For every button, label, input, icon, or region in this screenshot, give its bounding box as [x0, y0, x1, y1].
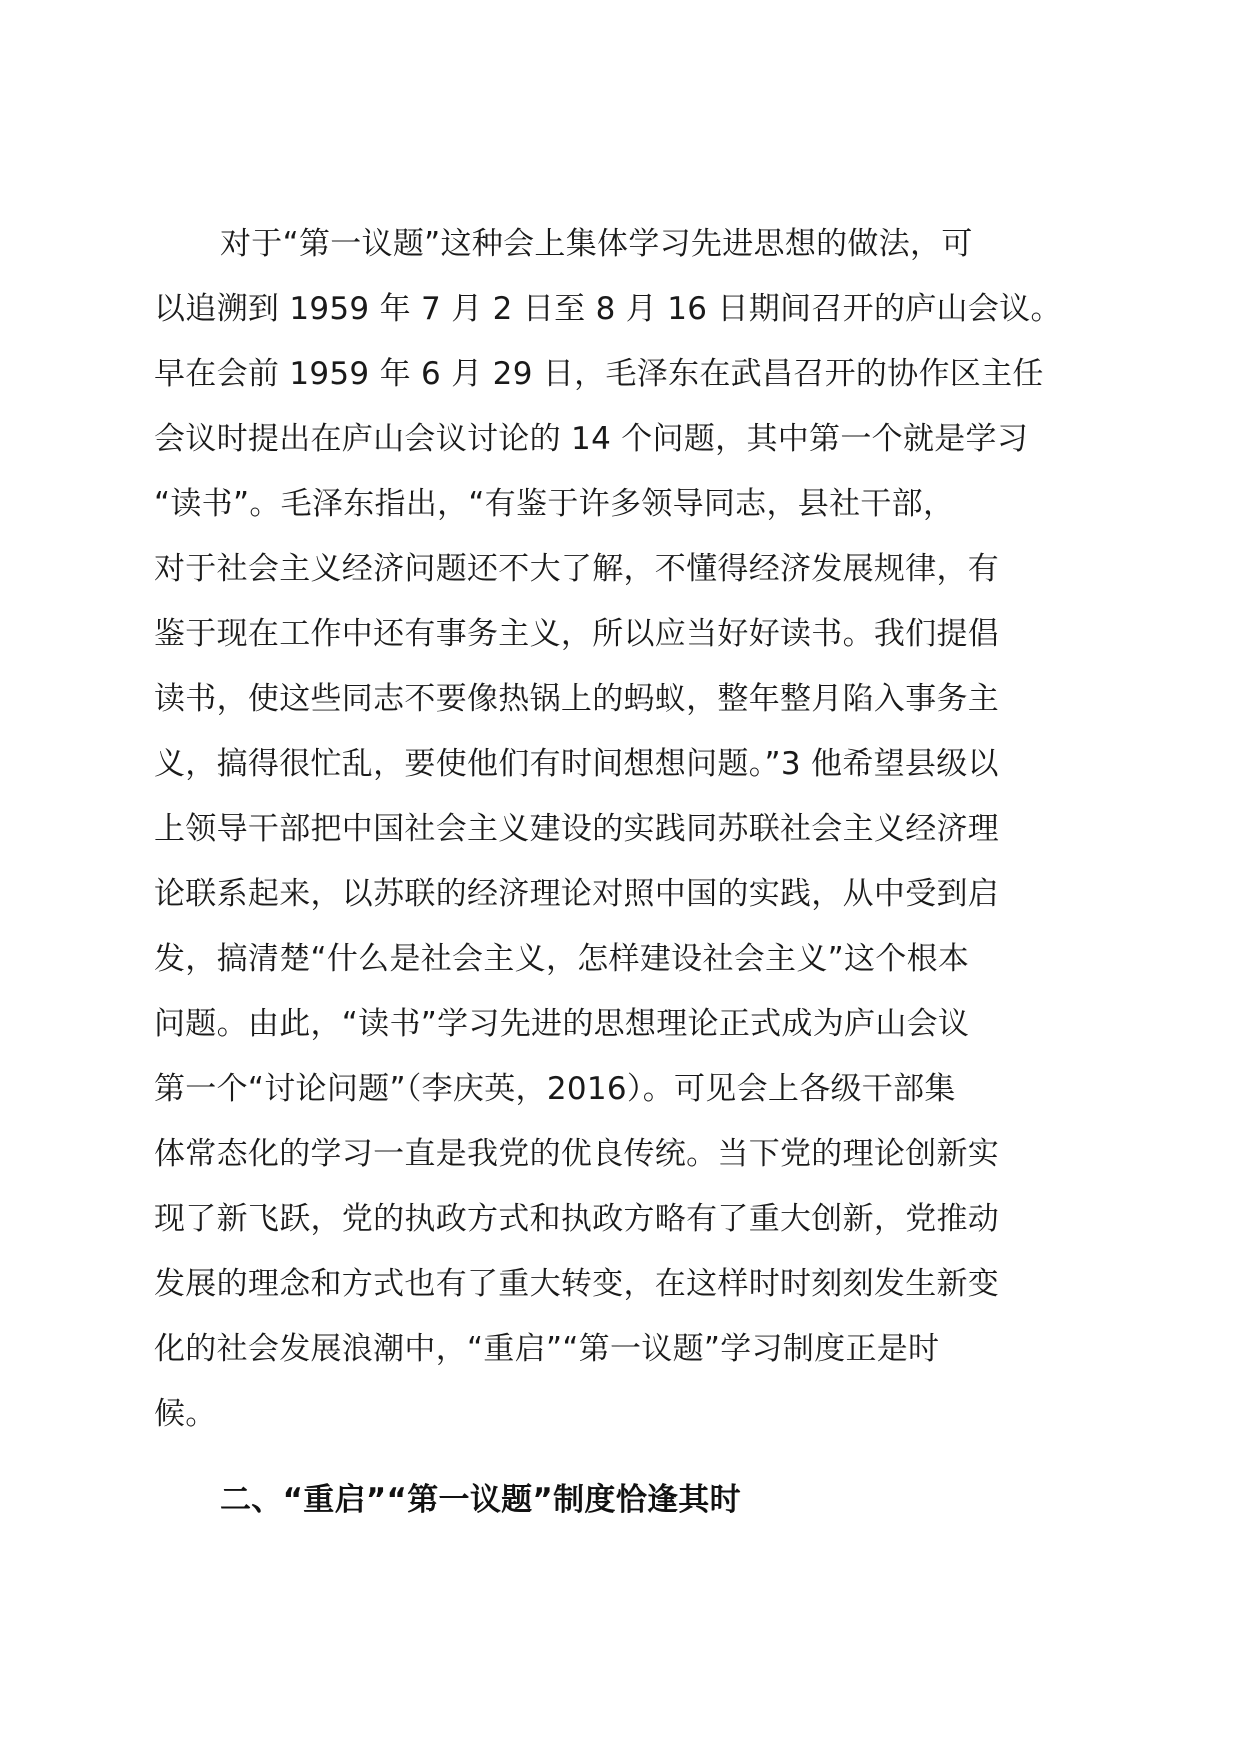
body-paragraph: [154, 212, 1094, 1447]
paragraph-line: 读书，使这些同志不要像热锅上的蚂蚁，整年整月陷入事务主: [154, 681, 1000, 717]
paragraph-line: 对于社会主义经济问题还不大了解，不懂得经济发展规律，有: [154, 551, 1000, 587]
paragraph-line: “读书”。毛泽东指出，“有鉴于许多领导同志，县社干部，: [154, 486, 955, 522]
paragraph-line: 早在会前 1959 年 6 月 29 日，毛泽东在武昌召开的协作区主任: [154, 356, 1044, 392]
paragraph-line: 现了新飞跃，党的执政方式和执政方略有了重大创新，党推动: [154, 1201, 1000, 1237]
paragraph-line: 第一个“讨论问题”（李庆英，2016）。可见会上各级干部集: [154, 1071, 956, 1107]
paragraph-line: 上领导干部把中国社会主义建设的实践同苏联社会主义经济理: [154, 811, 1000, 847]
paragraph-line: 问题。由此，“读书”学习先进的思想理论正式成为庐山会议: [154, 1006, 970, 1042]
paragraph-line: 化的社会发展浪潮中，“重启”“第一议题”学习制度正是时: [154, 1331, 940, 1367]
paragraph-line: 体常态化的学习一直是我党的优良传统。当下党的理论创新实: [154, 1136, 1000, 1172]
section-heading: 二、“重启”“第一议题”制度恰逢其时: [220, 1482, 741, 1518]
paragraph-line: 候。: [154, 1396, 217, 1432]
paragraph-line: 会议时提出在庐山会议讨论的 14 个问题，其中第一个就是学习: [154, 421, 1029, 457]
paragraph-line: 发展的理念和方式也有了重大转变，在这样时时刻刻发生新变: [154, 1266, 1000, 1302]
paragraph-line: 鉴于现在工作中还有事务主义，所以应当好好读书。我们提倡: [154, 616, 1000, 652]
paragraph-line: 义，搞得很忙乱，要使他们有时间想想问题。”3 他希望县级以: [154, 746, 999, 782]
paragraph-line: 以追溯到 1959 年 7 月 2 日至 8 月 16 日期间召开的庐山会议。: [154, 291, 1062, 327]
paragraph-line: 论联系起来，以苏联的经济理论对照中国的实践，从中受到启: [154, 876, 1000, 912]
paragraph-line: 对于“第一议题”这种会上集体学习先进思想的做法，可: [220, 226, 973, 262]
paragraph-line: 发，搞清楚“什么是社会主义，怎样建设社会主义”这个根本: [154, 941, 970, 977]
